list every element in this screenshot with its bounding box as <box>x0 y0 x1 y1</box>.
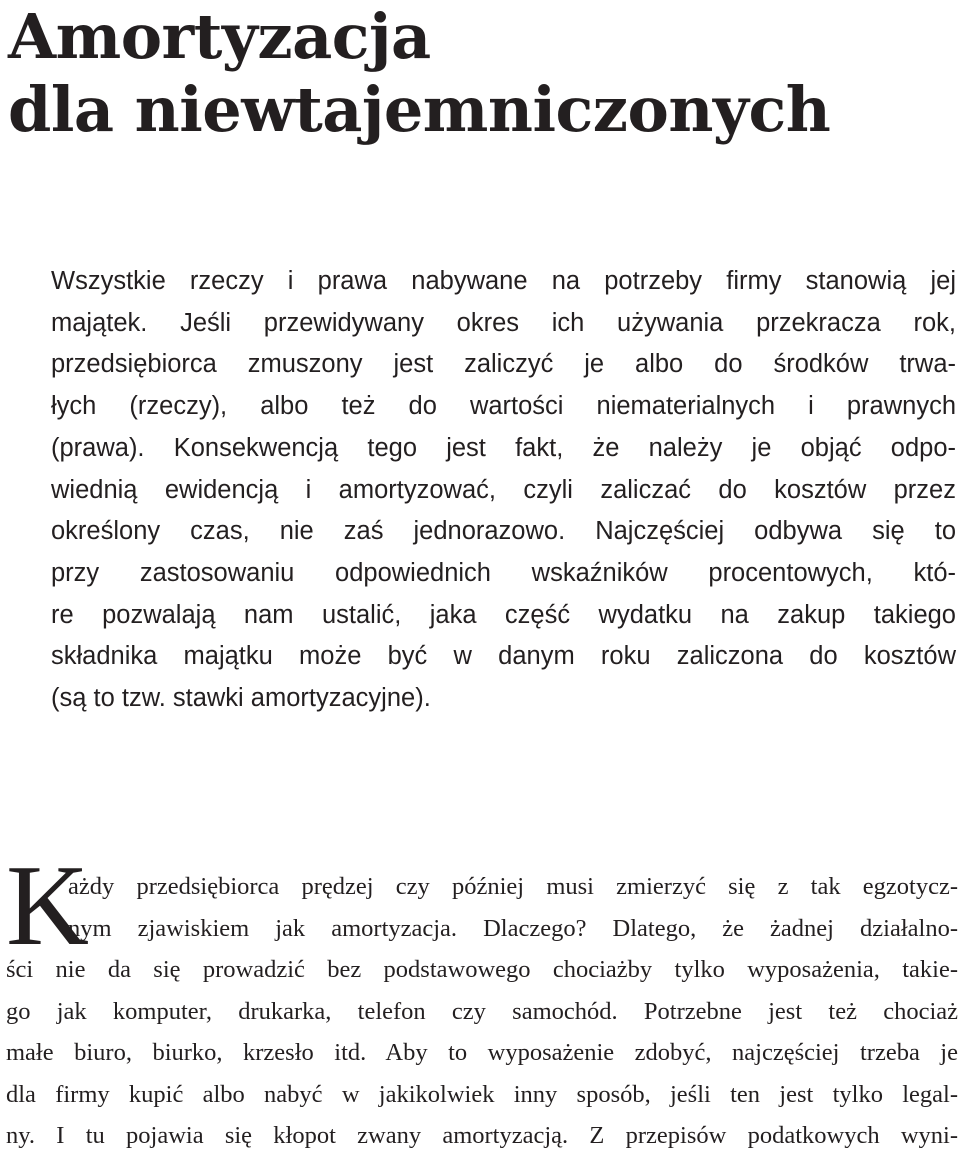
page-title <box>8 0 948 146</box>
body-line: ny. I tu pojawia się kłopot zwany amortyzacją. Z przepisów podatkowych wyni- <box>6 1122 958 1149</box>
body-line: dla firmy kupić albo nabyć w jakikolwiek inny sposób, jeśli ten jest tylko legal- <box>6 1080 958 1108</box>
lead-line: (są to tzw. stawki amortyzacyjne). <box>51 684 431 713</box>
lead-line: re pozwalają nam ustalić, jaka część wydatku na zakup takiego <box>51 600 956 629</box>
body-line: ażdy przedsiębiorca prędzej czy później musi zmierzyć się z tak egzotycz- <box>68 873 958 900</box>
lead-line: wiednią ewidencją i amortyzować, czyli zaliczać do kosztów przez <box>51 475 956 504</box>
lead-line: łych (rzeczy), albo też do wartości niematerialnych i prawnych <box>51 392 956 421</box>
lead-line: składnika majątku może być w danym roku zaliczona do kosztów <box>51 642 956 671</box>
drop-cap: K <box>6 842 90 969</box>
lead-line: majątek. Jeśli przewidywany okres ich używania przekracza rok, <box>51 308 956 337</box>
body-paragraph <box>6 866 958 1157</box>
lead-paragraph <box>51 261 956 720</box>
lead-line: Wszystkie rzeczy i prawa nabywane na potrzeby firmy stanowią jej <box>51 267 956 295</box>
lead-line: określony czas, nie zaś jednorazowo. Najczęściej odbywa się to <box>51 517 956 546</box>
body-line: małe biuro, biurko, krzesło itd. Aby to wyposażenie zdobyć, najczęściej trzeba je <box>6 1039 958 1066</box>
body-line: nym zjawiskiem jak amortyzacja. Dlaczego? Dlatego, że żadnej działalno- <box>68 914 958 942</box>
lead-line: (prawa). Konsekwencją tego jest fakt, że należy je objąć odpo- <box>51 433 956 462</box>
lead-line: przedsiębiorca zmuszony jest zaliczyć je albo do środków trwa- <box>51 350 956 379</box>
body-line: ści nie da się prowadzić bez podstawowego chociażby tylko wyposażenia, takie- <box>6 956 958 983</box>
body-line: go jak komputer, drukarka, telefon czy samochód. Potrzebne jest też chociaż <box>6 997 958 1025</box>
lead-line: przy zastosowaniu odpowiednich wskaźników procentowych, któ- <box>51 558 956 587</box>
title-line-2: dla niewtajemniczonych <box>8 73 831 146</box>
title-line-1: Amortyzacja <box>8 0 431 73</box>
